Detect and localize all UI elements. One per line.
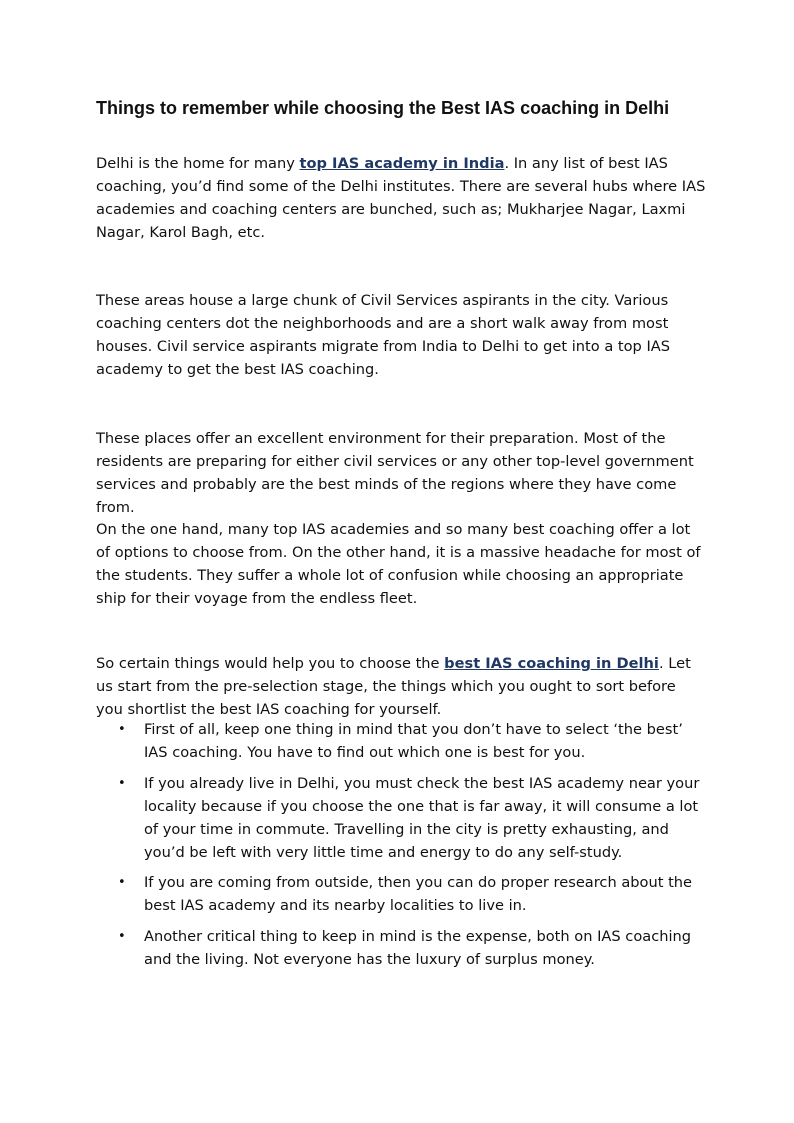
list-item-text: If you already live in Delhi, you must check the best IAS academy near your locality because if you choose the one that is far away, it will consume a lot of your time in commute. Travelling in the city is pretty exhausting, and you’d be left with very little time and energy to do any self-study.	[144, 774, 700, 861]
paragraph-selection	[96, 653, 706, 722]
paragraph-intro	[96, 153, 706, 245]
list-item	[96, 773, 706, 865]
paragraph-intro-text-before: Delhi is the home for many	[96, 155, 300, 172]
paragraph-areas: These areas house a large chunk of Civil Services aspirants in the city. Various coaching centers dot the neighborhoods and are a short walk away from most houses. Civil service aspirants migrate from India to Delhi to get into a top IAS academy to get the best IAS coaching.	[96, 292, 671, 378]
paragraph-selection-text-before: So certain things would help you to choose the	[96, 655, 445, 672]
bullet-icon: •	[118, 875, 126, 891]
top-ias-academy-link[interactable]: top IAS academy in India	[299, 155, 505, 172]
paragraph-options: On the one hand, many top IAS academies and so many best coaching offer a lot of options to choose from. On the other hand, it is a massive headache for most of the students. They suffer a whole lot of confusion while choosing an appropriate ship for their voyage from the endless fleet.	[96, 521, 701, 607]
paragraph-selection-text-after: . Let us start from the pre-selection stage, the things which you ought to sort before you shortlist the best IAS coaching for yourself.	[96, 655, 691, 718]
tips-list	[96, 719, 706, 980]
list-item-text: Another critical thing to keep in mind is the expense, both on IAS coaching and the living. Not everyone has the luxury of surplus money.	[144, 928, 692, 969]
bullet-icon: •	[118, 722, 126, 737]
list-item	[96, 872, 706, 918]
list-item	[96, 926, 706, 972]
list-item-text: First of all, keep one thing in mind that you don’t have to select ‘the best’ IAS coaching. You have to find out which one is best for you.	[144, 721, 683, 761]
list-item	[96, 719, 706, 765]
bullet-icon: •	[118, 929, 126, 945]
bullet-icon: •	[118, 775, 126, 791]
paragraph-intro-text-after: . In any list of best IAS coaching, you’d find some of the Delhi institutes. There are several hubs where IAS academies and coaching centers are bunched, such as; Mukharjee Nagar, Laxmi Nagar, Karol Bagh, etc.	[96, 155, 706, 241]
paragraph-environment: These places offer an excellent environment for their preparation. Most of the residents are preparing for either civil services or any other top-level government services and probably are the best minds of the regions where they have come from.	[96, 430, 694, 516]
list-item-text: If you are coming from outside, then you can do proper research about the best IAS academy and its nearby localities to live in.	[144, 874, 693, 915]
best-ias-coaching-delhi-link[interactable]: best IAS coaching in Delhi	[444, 655, 659, 672]
page-title: Things to remember while choosing the Best IAS coaching in Delhi	[96, 98, 670, 118]
